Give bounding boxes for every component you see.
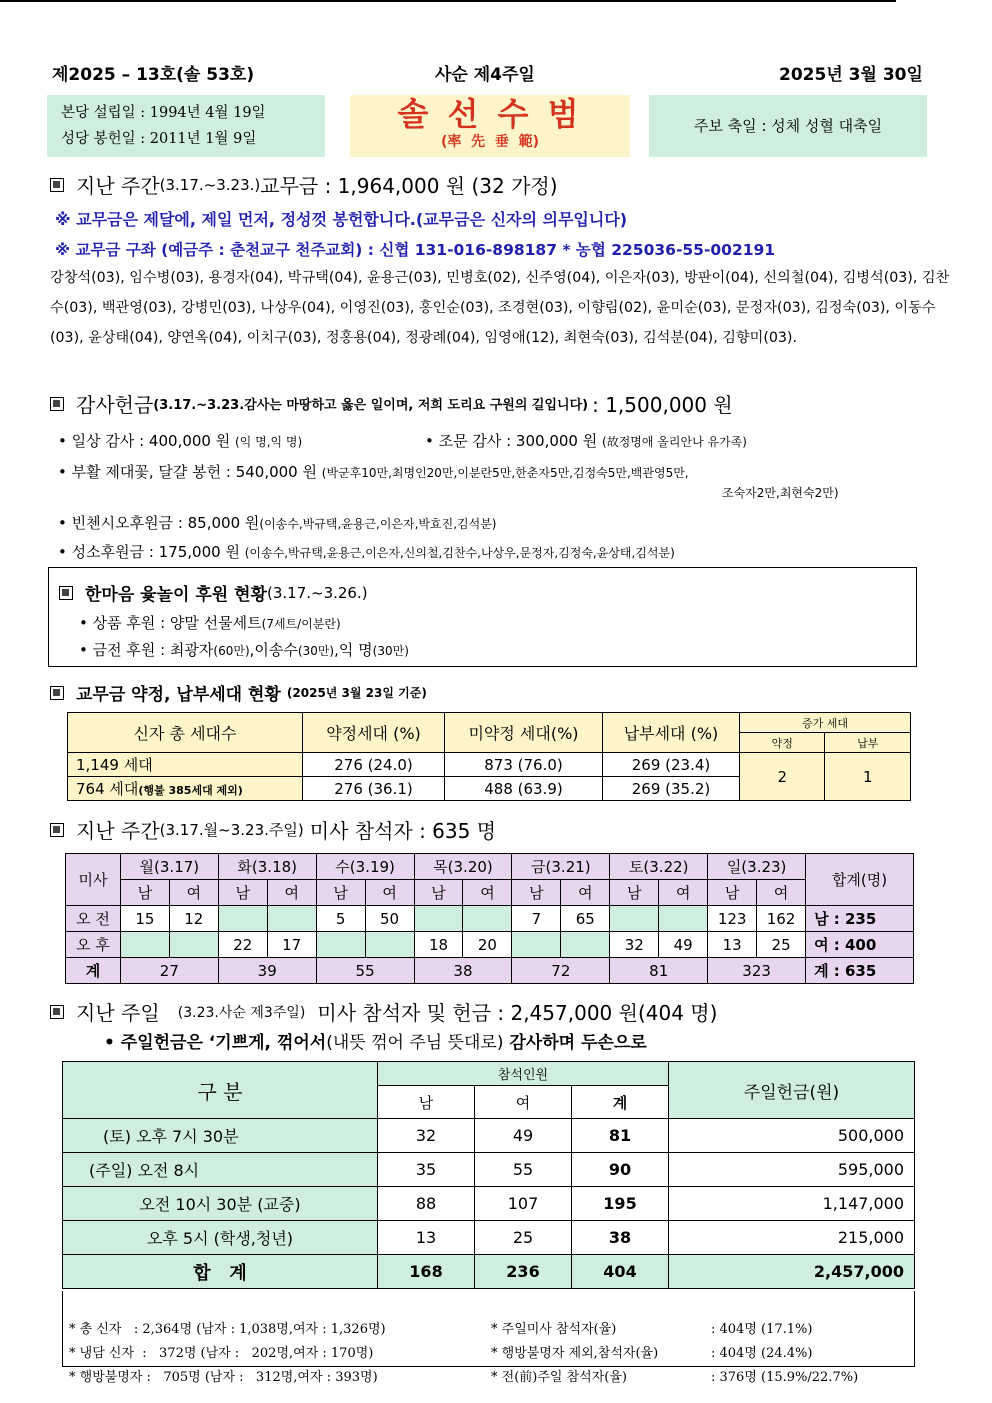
tithe-account: ※ 교무금 구좌 (예금주 : 춘천교구 천주교회) : 신협 131-016-898187 * 농협 225036-55-002191 xyxy=(55,241,776,259)
yut-goods: • 상품 후원 : 양말 선물세트(7세트/이분란) xyxy=(79,614,341,632)
total-row: 합 계 168 236 404 2,457,000 xyxy=(63,1255,915,1289)
table-row: 오 전 15 12 5 50 7 65 123 162 남 : 235 xyxy=(66,906,914,932)
col-pledged: 약정세대 (%) xyxy=(303,713,445,753)
thanks-vincent: • 빈첸시오후원금 : 85,000 원(이송수,박규택,윤용근,이은자,박효진,김석분) xyxy=(58,514,497,532)
gender-header: 남 xyxy=(316,880,365,906)
tithe-heading: 지난 주간 (3.17.~3.23.) 교무금 : 1,964,000 원 (32 가정) xyxy=(50,170,558,199)
col-unpledged: 미약정 세대(%) xyxy=(445,713,603,753)
pledge-heading: 교무금 약정, 납부세대 현황 (2025년 3월 23일 기준) xyxy=(50,680,427,705)
header-rule xyxy=(0,0,896,2)
tithe-note: ※ 교무금은 제달에, 제일 먼저, 정성껏 봉헌합니다.(교무금은 신자의 의무입니다) xyxy=(55,210,628,229)
parish-info-box xyxy=(47,95,325,157)
stats-box: * 총 신자 : 2,364명 (남자 : 1,038명,여자 : 1,326명) * 냉담 신자 : 372명 (남자 : 202명,여자 : 170명) * 행방불명자 : 705명 (남자 : 312명,여자 : 393명) * 주일미사 참석자(율) * 행방불명자 제외,참석자(율) * 전(前)주일 참석자(율) : 404명 (17.1%) : 404명 (24.4%) : 376명 (15.9%/22.7%) xyxy=(62,1291,915,1367)
thanks-easter: • 부활 제대꽃, 달걀 봉헌 : 540,000 원 (박군후10만,최명인20만,이분란5만,한춘자5만,김정숙5만,백관영5만, xyxy=(58,463,689,481)
motto-box xyxy=(350,95,630,157)
thanks-easter-cont: 조숙자2만,최현숙2만) xyxy=(722,486,839,500)
attendance-heading: 지난 주간 (3.17.월~3.23.주일) 미사 참석자 : 635 명 xyxy=(50,815,496,844)
bullet-square-icon xyxy=(50,397,64,411)
feast-box: 주보 축일 : 성체 성혈 대축일 xyxy=(649,95,927,157)
gender-header: 여 xyxy=(561,880,610,906)
bullet-square-icon xyxy=(50,178,64,192)
issue-date: 2025년 3월 30일 xyxy=(779,65,923,85)
bullet-square-icon xyxy=(50,686,64,700)
motto-title: 솔 선 수 범 xyxy=(397,95,583,133)
table-row: 1,149 세대 276 (24.0) 873 (76.0) 269 (23.4) 2 1 xyxy=(68,753,911,777)
table-row: (토) 오후 7시 30분 32 49 81 500,000 xyxy=(63,1119,915,1153)
motto-hanja: (率 先 垂 範) xyxy=(440,134,540,150)
gender-header: 남 xyxy=(120,880,169,906)
yut-heading: 한마음 윷놀이 후원 현황 (3.17.~3.26.) xyxy=(59,580,368,605)
col-increase: 증가 세대 xyxy=(740,713,911,733)
gender-header: 남 xyxy=(610,880,659,906)
gender-header: 남 xyxy=(512,880,561,906)
col-total-households: 신자 총 세대수 xyxy=(68,713,303,753)
gender-header: 여 xyxy=(659,880,708,906)
dedication-date: 성당 봉헌일 : 2011년 1월 9일 xyxy=(61,131,257,147)
col-inc-paid: 납부 xyxy=(825,733,911,753)
tithe-names: 강창석(03), 임수병(03), 용경자(04), 박규택(04), 윤용근(03), 민병호(02), 신주영(04), 이은자(03), 방판이(04), 신의철(04), 김병석(03), 김찬수(03), 백관영(03), 강병민(03), 나상우(04), 이영진(03), 홍인순(03), 조경현(03), 이향림(02), 윤미순(03), 문정자(03), 김정숙(03), 이동수(03), 윤상태(04), 양연옥(04), 이치구(03), 정홍용(04), 정광례(04), 임영애(12), 최현숙(03), 김석분(04), 김향미(03). xyxy=(50,270,950,346)
col-inc-pledge: 약정 xyxy=(740,733,825,753)
gender-header: 여 xyxy=(365,880,414,906)
table-row: 오후 5시 (학생,청년) 13 25 38 215,000 xyxy=(63,1221,915,1255)
table-row: 오 후 22 17 18 20 32 49 13 25 여 : 400 xyxy=(66,932,914,958)
gender-header: 남 xyxy=(218,880,267,906)
sunday-heading: 지난 주일 (3.23.사순 제3주일) 미사 참석자 및 헌금 : 2,457,000 원(404 명) xyxy=(50,997,717,1026)
gender-header: 남 xyxy=(708,880,757,906)
table-row: 오전 10시 30분 (교중) 88 107 195 1,147,000 xyxy=(63,1187,915,1221)
gender-header: 여 xyxy=(757,880,806,906)
bullet-square-icon xyxy=(50,1005,64,1019)
gender-header: 여 xyxy=(463,880,512,906)
founding-date: 본당 설립일 : 1994년 4월 19일 xyxy=(61,105,266,121)
thanks-daily: • 일상 감사 : 400,000 원 (익 명,익 명) xyxy=(58,432,303,450)
attendance-table: 미사 월(3.17) 화(3.18) 수(3.19) 목(3.20) 금(3.21) 토(3.22) 일(3.23) 합계(명) 남 여 남 여 남 여 남 여 남 여 남 여 남 여 오 전 15 12 5 50 7 65 123 162 남 : 235 오 후 22 17 18 20 32 49 13 25 여 : 400 계 27 39 55 38 72 81 323 계 : 635 xyxy=(65,853,914,984)
sunday-table: 구 분 참석인원 주일헌금(원) 남 여 계 (토) 오후 7시 30분 32 49 81 500,000 (주일) 오전 8시 35 55 90 595,000 오전 10시 30분 (교중) 88 107 195 1,147,000 오후 5시 (학생,청년) 13 25 38 215,000 합 계 168 236 404 2,457,000 xyxy=(62,1061,915,1289)
bullet-square-icon xyxy=(50,823,64,837)
bullet-square-icon xyxy=(59,586,73,600)
table-row: (주일) 오전 8시 35 55 90 595,000 xyxy=(63,1153,915,1187)
pledge-table xyxy=(67,712,911,801)
thanks-condolence: • 조문 감사 : 300,000 원 (故정명애 올리안나 유가족) xyxy=(425,432,747,450)
gender-header: 남 xyxy=(414,880,463,906)
gender-header: 여 xyxy=(267,880,316,906)
thanks-heading: 감사헌금 (3.17.~3.23.감사는 마땅하고 옳은 일이며, 저희 도리요 구원의 길입니다) : 1,500,000 원 xyxy=(50,389,733,418)
yut-cash: • 금전 후원 : 최광자(60만),이송수(30만),익 명(30만) xyxy=(79,641,409,659)
thanks-vocation: • 성소후원금 : 175,000 원 (이송수,박규택,윤용근,이은자,신의철,김찬수,나상우,문정자,김정숙,윤상태,김석분) xyxy=(58,543,675,561)
col-paid: 납부세대 (%) xyxy=(603,713,740,753)
total-row: 계 27 39 55 38 72 81 323 계 : 635 xyxy=(66,958,914,984)
issue-number: 제2025 – 13호(솔 53호) xyxy=(52,65,255,85)
table-row: 764 세대(행불 385세대 제외) 276 (36.1) 488 (63.9) 269 (35.2) xyxy=(68,777,911,801)
yut-box xyxy=(48,567,917,667)
sunday-note: • 주일헌금은 ‘기쁘게, 꺾어서(내뜻 꺾어 주님 뜻대로) 감사하며 두손으로 xyxy=(104,1033,647,1053)
gender-header: 여 xyxy=(169,880,218,906)
liturgical-week: 사순 제4주일 xyxy=(435,65,535,85)
